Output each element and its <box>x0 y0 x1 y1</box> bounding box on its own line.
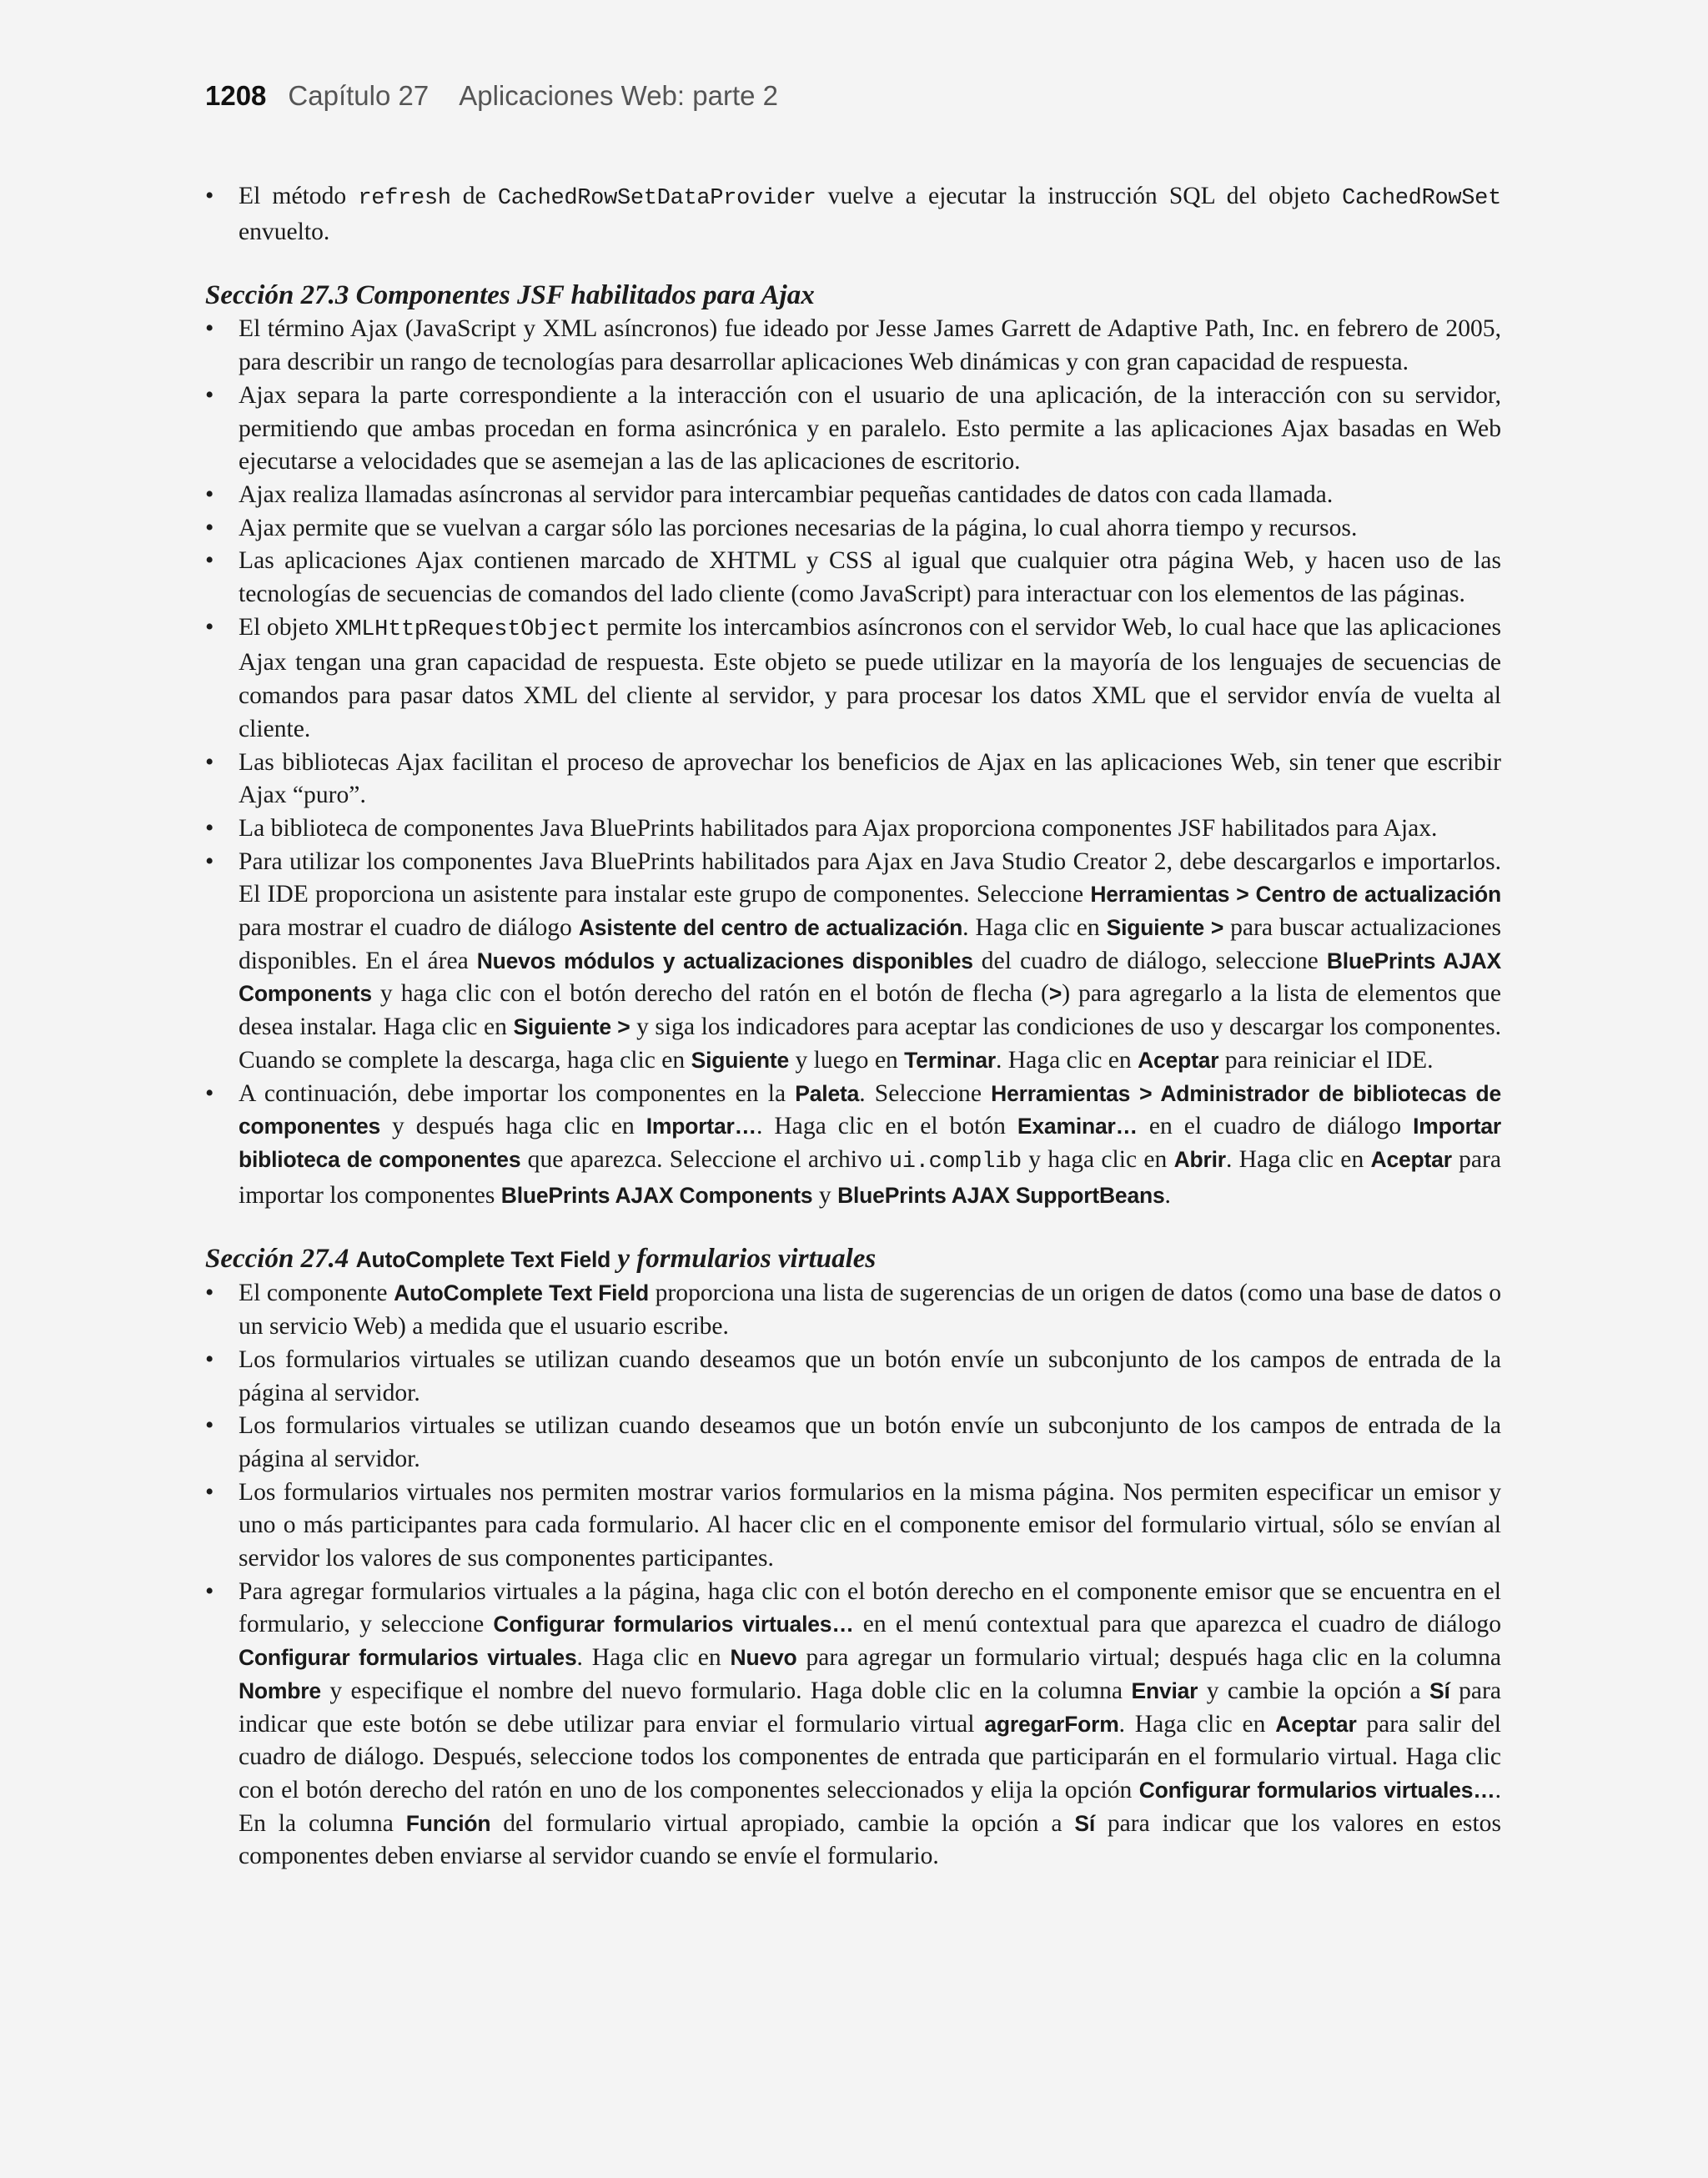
list-item <box>205 611 1501 747</box>
ui-term: Abrir <box>1173 1146 1226 1172</box>
text-run: y después haga clic en <box>380 1113 646 1140</box>
list-item: • Ajax separa la parte correspondiente a la interacción con el usuario de una aplicación, de la interacción con su servidor, permitiendo que ambas procedan en forma asincrónica y en paralelo. Esto permite a las aplicaciones Ajax basadas en Web ejecutarse a velocidades que se asemejan a las de las aplicaciones de escritorio. <box>205 380 1501 479</box>
code-class-name: XMLHttpRequestObject <box>334 616 600 642</box>
text-run: del cuadro de diálogo, seleccione <box>972 947 1327 974</box>
text-run: envuelto. <box>239 218 330 245</box>
code-class-name: CachedRowSetDataProvider <box>497 186 816 211</box>
text-run: . Haga clic en el botón <box>756 1113 1017 1140</box>
list-item: • Ajax realiza llamadas asíncronas al servidor para intercambiar pequeñas cantidades de datos con cada llamada. <box>205 479 1501 512</box>
list-item: • Las bibliotecas Ajax facilitan el proceso de aprovechar los beneficios de Ajax en las aplicaciones Web, sin tener que escribir Ajax “puro”. <box>205 747 1501 812</box>
ui-term: Importar biblioteca de componentes <box>239 1114 1501 1172</box>
text-run: A continuación, debe importar los componentes en la <box>239 1079 796 1107</box>
ui-term: > <box>1048 981 1062 1007</box>
ui-term: Configurar formularios virtuales… <box>1138 1777 1495 1803</box>
text-run: para indicar que este botón se debe utilizar para enviar el formulario virtual <box>239 1677 1502 1738</box>
text-run: El componente <box>239 1280 394 1307</box>
ui-term: BluePrints AJAX Components <box>500 1182 813 1208</box>
list-item: • Ajax permite que se vuelvan a cargar sólo las porciones necesarias de la página, lo cual ahorra tiempo y recursos. <box>205 512 1501 546</box>
text-run: El objeto <box>239 613 335 641</box>
heading-text: Sección 27.4 <box>205 1244 356 1275</box>
text-run: vuelve a ejecutar la instrucción SQL del objeto <box>816 183 1343 209</box>
text-run: para reiniciar el IDE. <box>1218 1046 1434 1074</box>
ui-term: Herramientas > Administrador de bibliotecas de componentes <box>239 1080 1502 1139</box>
ui-term: Aceptar <box>1138 1047 1219 1073</box>
text-run: . <box>1164 1181 1171 1209</box>
text-run: . Haga clic en <box>1118 1710 1276 1738</box>
text-run: y especifique el nombre del nuevo formulario. Haga doble clic en la columna <box>320 1677 1132 1704</box>
text-run: . Seleccione <box>859 1079 992 1107</box>
ui-term: Terminar <box>904 1047 996 1073</box>
ui-term: BluePrints AJAX SupportBeans <box>837 1182 1165 1208</box>
ui-term: Siguiente <box>691 1047 790 1073</box>
ui-term: Sí <box>1429 1678 1450 1703</box>
section-heading-27-3: Sección 27.3 Componentes JSF habilitados para Ajax <box>205 280 815 311</box>
text-run: . Haga clic en <box>962 914 1107 942</box>
list-item <box>205 1576 1501 1874</box>
text-run: y cambie la opción a <box>1198 1677 1430 1704</box>
text-run: que aparezca. Seleccione el archivo <box>520 1145 889 1173</box>
text-run: para indicar que los valores en estos componentes deben enviarse al servidor cuando se envíe el formulario. <box>239 1809 1501 1870</box>
text-run: proporciona una lista de sugerencias de un origen de datos (como una base de datos o un servicio Web) a medida que el usuario escribe. <box>239 1280 1502 1341</box>
section-27-4-list <box>205 1277 1501 1874</box>
ui-term: Importar… <box>646 1114 756 1139</box>
text-run: . En la columna <box>239 1776 1501 1837</box>
ui-term: Nuevo <box>730 1645 797 1671</box>
ui-term: Sí <box>1074 1810 1095 1836</box>
list-item: • El término Ajax (JavaScript y XML asíncronos) fue ideado por Jesse James Garrett de Adaptive Path, Inc. en febrero de 2005, para describir un rango de tecnologías para desarrollar aplicaciones Web dinámicas y con gran capacidad de respuesta. <box>205 313 1501 379</box>
code-file-name: ui.complib <box>888 1149 1022 1175</box>
ui-term: Nuevos módulos y actualizaciones disponibles <box>476 948 973 973</box>
ui-term: agregarForm <box>984 1711 1119 1737</box>
text-run: para salir del cuadro de diálogo. Después, seleccione todos los componentes de entrada que participarán en el formulario virtual. Haga clic con el botón derecho del ratón en uno de los componentes seleccionados y elija la opción <box>239 1710 1501 1803</box>
text-run: y <box>812 1181 838 1209</box>
list-item <box>205 180 1501 249</box>
list-item: • Las aplicaciones Ajax contienen marcado de XHTML y CSS al igual que cualquier otra página Web, y hacen uso de las tecnologías de secuencias de comandos del lado cliente (como JavaScript) para interactuar con los elementos de las páginas. <box>205 545 1501 611</box>
text-run: de <box>450 183 498 209</box>
list-item <box>205 1277 1501 1343</box>
text-run: y haga clic en <box>1021 1145 1174 1173</box>
text-run: y haga clic con el botón derecho del ratón en el botón de flecha ( <box>371 980 1049 1008</box>
ui-term: Siguiente > <box>513 1014 630 1040</box>
ui-term: BluePrints AJAX Components <box>239 948 1502 1007</box>
text-run: permite los intercambios asíncronos con el servidor Web, lo cual hace que las aplicaciones Ajax tengan una gran capacidad de respuesta. Este objeto se puede utilizar en la mayoría de los lenguajes de secuencias de comandos para pasar datos XML del cliente al servidor, y para procesar los datos XML que el servidor envía de vuelta al cliente. <box>239 613 1501 742</box>
text-run: . Haga clic en <box>576 1644 731 1672</box>
code-class-name: CachedRowSet <box>1342 186 1501 211</box>
list-item: • Los formularios virtuales nos permiten mostrar varios formularios en la misma página. Nos permiten especificar un emisor y uno o más participantes para cada formulario. Al hacer clic en el componente emisor del formulario virtual, sólo se envían al servidor los valores de sus componentes participantes. <box>205 1476 1501 1576</box>
ui-term: Aceptar <box>1370 1146 1452 1172</box>
list-item: • Los formularios virtuales se utilizan cuando deseamos que un botón envíe un subconjunto de los campos de entrada de la página al servidor. <box>205 1410 1501 1476</box>
chapter-title: Aplicaciones Web: parte 2 <box>459 80 778 111</box>
text-run: . Haga clic en <box>996 1046 1138 1074</box>
ui-term: Enviar <box>1131 1678 1198 1703</box>
text-run: y siga los indicadores para aceptar las condiciones de uso y descargar los componentes. Cuando se complete la descarga, haga clic en <box>239 1014 1501 1074</box>
ui-term: Asistente del centro de actualización <box>578 915 963 941</box>
ui-term: Nombre <box>239 1678 321 1703</box>
ui-term: Aceptar <box>1275 1711 1357 1737</box>
page-body <box>205 180 1501 1874</box>
text-run: Para utilizar los componentes Java BluePrints habilitados para Ajax en Java Studio Creator 2, debe descargarlos e importarlos. El IDE proporciona un asistente para instalar este grupo de componentes. Seleccione <box>239 848 1501 908</box>
heading-ui-term: AutoComplete Text Field <box>355 1247 611 1273</box>
text-run: Para agregar formularios virtuales a la página, haga clic con el botón derecho en el componente emisor que se encuentra en el formulario, y seleccione <box>239 1577 1501 1638</box>
heading-text: y formularios virtuales <box>610 1244 877 1275</box>
text-run: en el cuadro de diálogo <box>1137 1113 1414 1140</box>
text-run: para importar los componentes <box>239 1145 1502 1209</box>
intro-list <box>205 180 1501 249</box>
text-run: para mostrar el cuadro de diálogo <box>239 914 579 942</box>
text-run: del formulario virtual apropiado, cambie la opción a <box>490 1809 1075 1837</box>
text-run: El método <box>239 183 359 209</box>
text-run: ) para agregarlo a la lista de elementos que desea instalar. Haga clic en <box>239 980 1501 1041</box>
text-run: para agregar un formulario virtual; después haga clic en la columna <box>796 1644 1501 1672</box>
list-item <box>205 1078 1501 1213</box>
code-refresh: refresh <box>358 186 451 211</box>
text-run: . Haga clic en <box>1225 1145 1371 1173</box>
ui-term: Examinar… <box>1017 1114 1138 1139</box>
ui-term: AutoComplete Text Field <box>394 1280 650 1306</box>
ui-term: Paleta <box>795 1080 860 1106</box>
chapter-label: Capítulo 27 <box>288 80 430 111</box>
ui-term: Configurar formularios virtuales <box>239 1645 577 1671</box>
section-27-3-list <box>205 313 1501 1212</box>
ui-term: Configurar formularios virtuales… <box>493 1612 854 1637</box>
ui-term: Herramientas > Centro de actualización <box>1090 882 1501 908</box>
text-run: en el menú contextual para que aparezca el cuadro de diálogo <box>853 1611 1501 1638</box>
text-run: para buscar actualizaciones disponibles. En el área <box>239 914 1501 974</box>
page-number: 1208 <box>205 80 267 111</box>
list-item: • La biblioteca de componentes Java BluePrints habilitados para Ajax proporciona componentes JSF habilitados para Ajax. <box>205 812 1501 846</box>
text-run: y luego en <box>789 1046 905 1074</box>
list-item <box>205 846 1501 1078</box>
ui-term: Siguiente > <box>1106 915 1224 941</box>
ui-term: Función <box>405 1810 491 1836</box>
list-item: • Los formularios virtuales se utilizan cuando deseamos que un botón envíe un subconjunto de los campos de entrada de la página al servidor. <box>205 1344 1501 1410</box>
section-heading-27-4 <box>205 1241 1501 1277</box>
running-header <box>205 80 778 112</box>
